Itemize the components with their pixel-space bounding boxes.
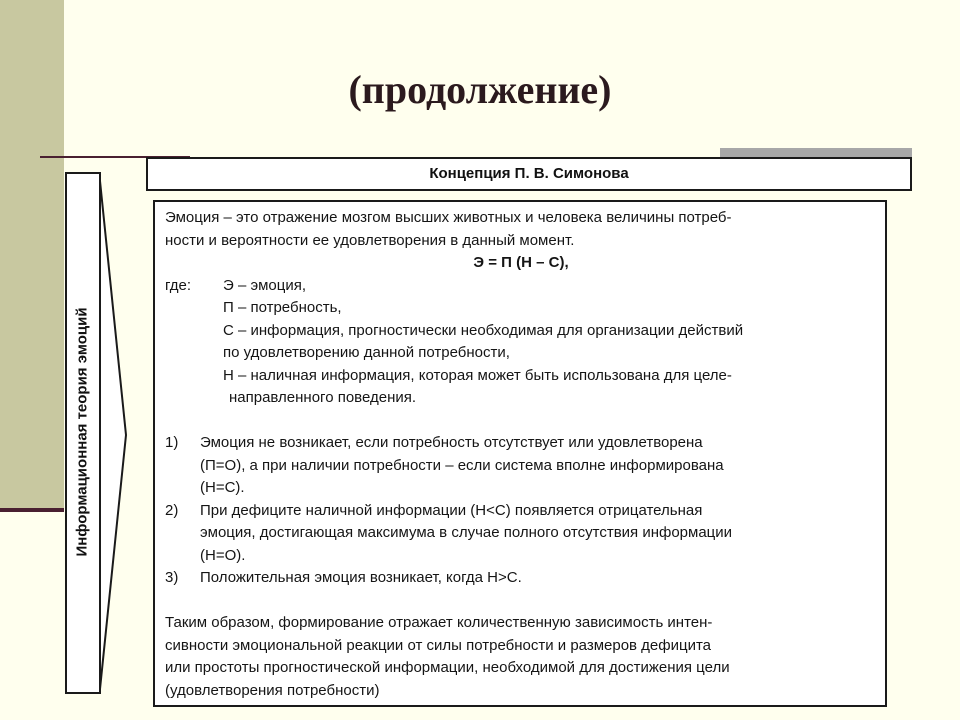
slide-title: (продолжение): [348, 67, 612, 112]
point-number: 3): [165, 569, 179, 586]
point-line: Положительная эмоция возникает, когда Н>С.: [200, 569, 522, 586]
point-item: [165, 567, 877, 590]
conclusion-line: (удовлетворения потребности): [165, 681, 380, 699]
legend-item: Э – эмоция,: [223, 276, 307, 294]
conclusion-line: или простоты прогностической информации, необходимой для достижения цели: [165, 659, 730, 676]
point-line: Эмоция не возникает, если потребность отсутствует или удовлетворена: [200, 434, 703, 451]
legend-item: направленного поведения.: [229, 389, 417, 406]
point-number: 2): [165, 501, 179, 519]
arrow-shape: [99, 180, 129, 690]
conclusion-line: Таким образом, формирование отражает количественную зависимость интен-: [165, 614, 713, 631]
theory-label: Информационная теория эмоций: [73, 307, 91, 557]
point-line: (Н=С).: [200, 479, 245, 496]
left-decor-band-edge: [0, 508, 64, 512]
point-line: (П=О), а при наличии потребности – если система вполне информирована: [200, 456, 724, 474]
formula: Э = П (Н – С),: [473, 254, 569, 271]
legend-row: [165, 275, 877, 298]
definition-line: ности и вероятности ее удовлетворения в данный момент.: [165, 231, 575, 249]
concept-header: Концепция П. В. Симонова: [146, 157, 912, 191]
point-line: (Н=О).: [200, 546, 246, 564]
legend-item: по удовлетворению данной потребности,: [223, 344, 510, 361]
conclusion-line: сивности эмоциональной реакции от силы потребности и размеров дефицита: [165, 636, 712, 654]
point-item: [165, 500, 877, 523]
where-label: где:: [165, 276, 192, 294]
point-item: [165, 432, 877, 455]
point-line: эмоция, достигающая максимума в случае полного отсутствия информации: [200, 524, 733, 541]
content-text: [165, 207, 877, 702]
definition-line: Эмоция – это отражение мозгом высших животных и человека величины потреб-: [165, 209, 732, 226]
point-line: При дефиците наличной информации (Н<С) появляется отрицательная: [200, 501, 703, 519]
point-number: 1): [165, 434, 179, 451]
legend-item: Н – наличная информация, которая может быть использована для целе-: [223, 366, 732, 384]
legend-item: С – информация, прогностически необходимая для организации действий: [223, 321, 744, 339]
legend-item: П – потребность,: [223, 299, 342, 316]
